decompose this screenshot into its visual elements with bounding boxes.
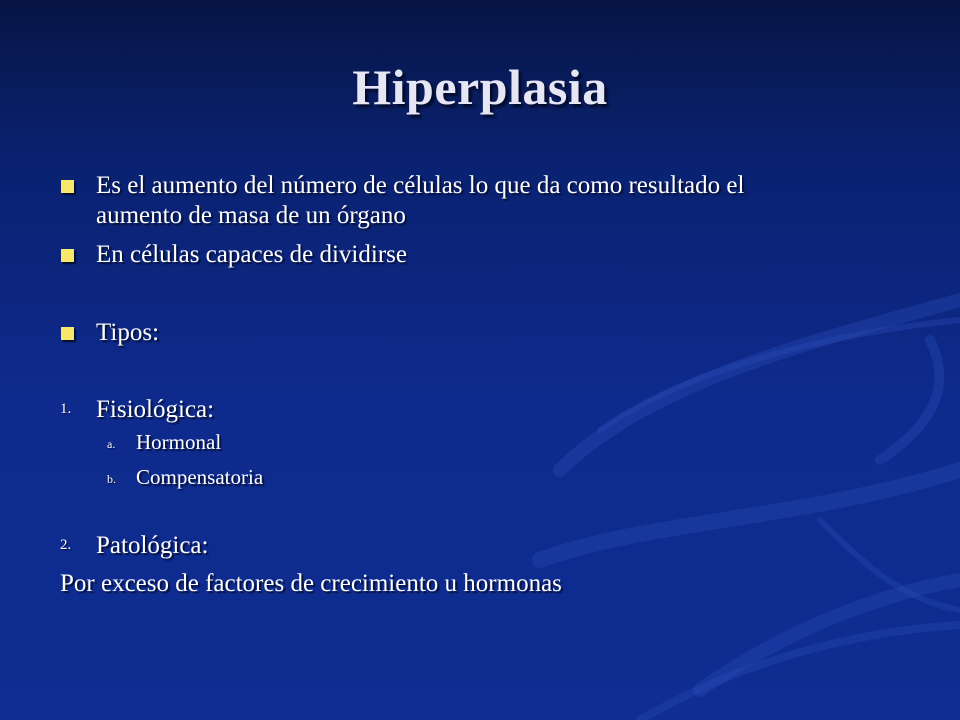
body-text-line: Por exceso de factores de crecimiento u hormonas: [60, 570, 562, 597]
bullet-text-line1: Es el aumento del número de células lo que da como resultado el: [96, 172, 745, 199]
bullet-square-icon: [61, 327, 74, 340]
list-number: 2.: [60, 537, 72, 553]
bullet-text-line2: aumento de masa de un órgano: [96, 202, 406, 229]
bullet-text: En células capaces de dividirse: [96, 241, 407, 268]
bullet-text: Tipos:: [96, 319, 160, 346]
sub-list-letter: a.: [107, 437, 116, 451]
numbered-item-label: Fisiológica:: [96, 396, 215, 423]
slide-title: Hiperplasia: [352, 59, 608, 115]
bullet-square-icon: [61, 249, 74, 262]
sub-item-label: Compensatoria: [136, 465, 264, 489]
sub-item-label: Hormonal: [136, 430, 222, 454]
numbered-item-label: Patológica:: [96, 532, 209, 559]
list-number: 1.: [60, 401, 72, 417]
sub-list-letter: b.: [107, 472, 116, 486]
bullet-square-icon: [61, 180, 74, 193]
